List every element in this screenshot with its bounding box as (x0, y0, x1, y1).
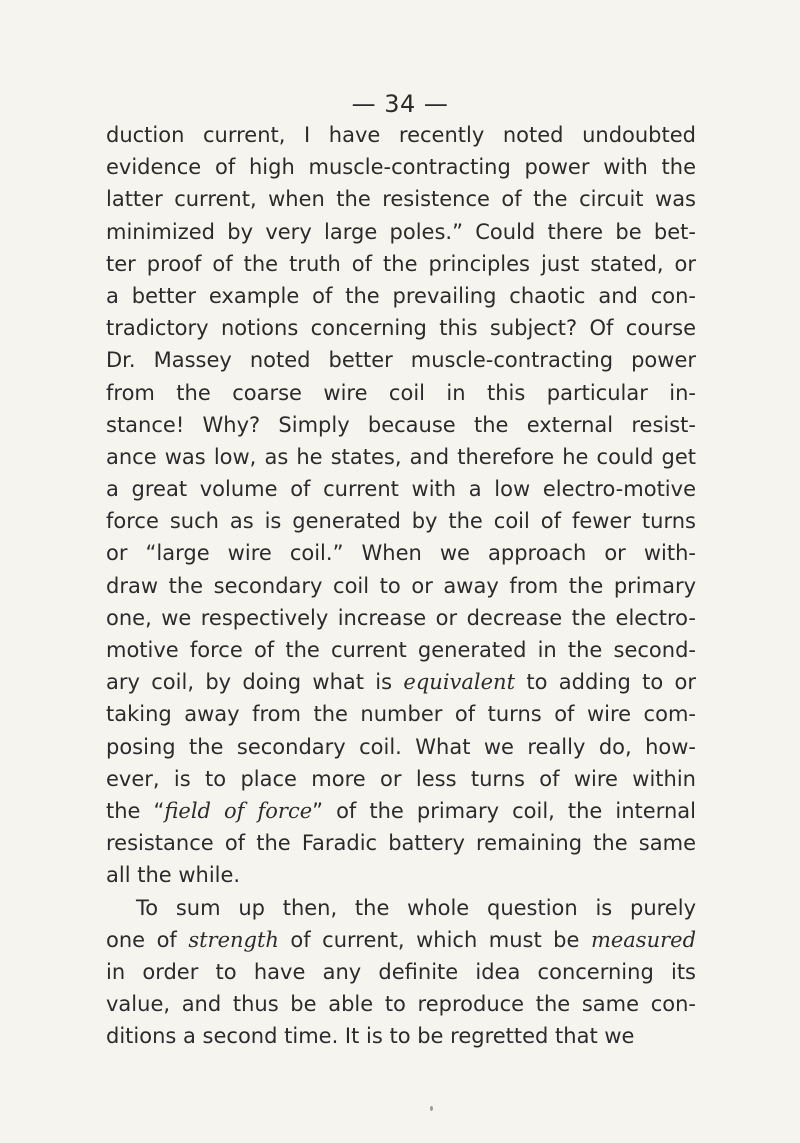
body-text (106, 119, 696, 1052)
text-line (106, 988, 696, 1020)
text-line (106, 827, 696, 859)
italic-text: field of force (164, 798, 313, 823)
text-run: ” of the primary coil, the internal (312, 798, 696, 823)
text-run: one, we respectively increase or decrease the electro- (106, 605, 696, 630)
text-run: posing the secondary coil. What we really do, how- (106, 734, 696, 759)
text-line (106, 151, 696, 183)
text-line (106, 698, 696, 730)
text-run: value, and thus be able to reproduce the same con- (106, 992, 696, 1017)
text-run: to adding to or (515, 670, 696, 695)
paper-speck (430, 1106, 433, 1111)
text-line (106, 119, 696, 151)
text-line (106, 666, 696, 698)
text-run: in order to have any definite idea concerning its (106, 959, 696, 984)
text-run: ance was low, as he states, and therefore he could get (106, 444, 696, 469)
text-run: taking away from the number of turns of wire com- (106, 702, 696, 727)
text-run: Dr. Massey noted better muscle-contracting power (106, 348, 696, 373)
page-number: — 34 — (351, 90, 449, 118)
text-line (106, 441, 696, 473)
text-line (106, 1020, 696, 1052)
text-line (106, 280, 696, 312)
text-run: ever, is to place more or less turns of wire within (106, 766, 696, 791)
text-line (106, 409, 696, 441)
text-run: one of (106, 927, 189, 952)
text-run: motive force of the current generated in the second- (106, 638, 696, 662)
text-line (106, 312, 696, 344)
text-line (106, 924, 696, 956)
text-run: latter current, when the resistence of the circuit was (106, 187, 696, 212)
text-run: a great volume of current with a low electro-motive (106, 477, 696, 502)
text-run: minimized by very large poles.” Could there be bet- (106, 219, 696, 244)
text-line (106, 602, 696, 634)
text-run: from the coarse wire coil in this particular in- (106, 380, 696, 405)
text-run: resistance of the Faradic battery remaining the same (106, 831, 696, 856)
text-line (106, 377, 696, 409)
text-run: stance! Why? Simply because the external resist- (106, 412, 696, 437)
text-line (106, 183, 696, 215)
text-run: ter proof of the truth of the principles just stated, or (106, 251, 696, 276)
text-run: duction current, I have recently noted undoubted (106, 123, 696, 147)
text-run: all the while. (106, 863, 241, 888)
text-line (106, 344, 696, 376)
text-line (106, 892, 696, 924)
text-run: ditions a second time. It is to be regretted that we (106, 1024, 635, 1049)
italic-text: equivalent (403, 670, 516, 695)
text-run: draw the secondary coil to or away from the primary (106, 573, 696, 598)
italic-text: strength (188, 927, 279, 952)
text-run: tradictory notions concerning this subject? Of course (106, 316, 696, 341)
text-run: To sum up then, the whole question is purely (136, 895, 696, 920)
text-line (106, 763, 696, 795)
text-line (106, 537, 696, 569)
text-line (106, 859, 696, 891)
text-run: the “ (106, 798, 165, 823)
text-run: ary coil, by doing what is (106, 670, 404, 695)
text-line (106, 795, 696, 827)
text-run: of current, which must be (278, 927, 591, 952)
text-run: evidence of high muscle-contracting power with the (106, 155, 696, 180)
text-run: or “large wire coil.” When we approach or with- (106, 541, 696, 566)
text-line (106, 956, 696, 988)
text-run: force such as is generated by the coil of fewer turns (106, 509, 696, 534)
text-run: a better example of the prevailing chaotic and con- (106, 283, 696, 308)
text-line (106, 731, 696, 763)
italic-text: measured (590, 927, 697, 952)
text-line (106, 570, 696, 602)
text-line (106, 505, 696, 537)
text-line (106, 248, 696, 280)
text-line (106, 634, 696, 666)
text-line (106, 473, 696, 505)
text-line (106, 216, 696, 248)
